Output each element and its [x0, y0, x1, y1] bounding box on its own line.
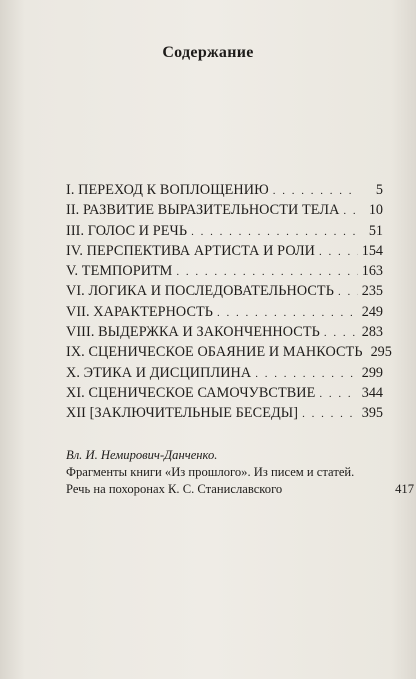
- toc-entry[interactable]: [66, 405, 383, 425]
- appendix-entry[interactable]: [66, 447, 414, 498]
- dot-leader: [273, 185, 359, 197]
- toc-entry-page: 10: [368, 202, 383, 219]
- dot-leader: [319, 246, 358, 258]
- toc-entry[interactable]: [66, 182, 383, 202]
- toc-entry-title: XI. СЦЕНИЧЕСКОЕ САМОЧУВСТВИЕ: [66, 384, 316, 401]
- dot-leader: [217, 307, 358, 319]
- toc-entry[interactable]: [66, 202, 383, 222]
- toc-entry-page: 299: [361, 364, 383, 381]
- dot-leader: [338, 286, 358, 298]
- toc-entry-title: III. ГОЛОС И РЕЧЬ: [66, 222, 188, 239]
- toc-entry-page: 395: [361, 405, 383, 422]
- appendix-page: 417: [395, 482, 414, 496]
- toc-entry[interactable]: [66, 365, 383, 385]
- toc-entry-title: V. ТЕМПОРИТМ: [66, 263, 173, 280]
- dot-leader: [302, 408, 358, 420]
- dot-leader: [324, 327, 358, 339]
- toc-entry-title: VII. ХАРАКТЕРНОСТЬ: [66, 303, 214, 320]
- toc-entry-title: II. РАЗВИТИЕ ВЫРАЗИТЕЛЬНОСТИ ТЕЛА: [66, 202, 340, 219]
- toc-entry-page: 295: [370, 344, 392, 361]
- table-of-contents: [66, 182, 392, 426]
- toc-entry-page: 154: [361, 242, 383, 259]
- toc-entry[interactable]: [66, 344, 392, 364]
- toc-entry[interactable]: [66, 385, 383, 405]
- toc-entry-title: XII [ЗАКЛЮЧИТЕЛЬНЫЕ БЕСЕДЫ]: [66, 405, 299, 422]
- appendix-last-row: [66, 481, 414, 498]
- toc-entry-page: 5: [375, 182, 383, 198]
- toc-entry[interactable]: [66, 324, 383, 344]
- toc-entry[interactable]: [66, 283, 383, 303]
- toc-entry-title: IV. ПЕРСПЕКТИВА АРТИСТА И РОЛИ: [66, 242, 316, 259]
- toc-entry-title: VI. ЛОГИКА И ПОСЛЕДОВАТЕЛЬНОСТЬ: [66, 283, 334, 300]
- toc-entry-page: 283: [361, 324, 383, 341]
- toc-entry[interactable]: [66, 304, 383, 324]
- appendix-line: Речь на похоронах К. С. Станиславского: [66, 482, 283, 496]
- toc-entry-title: X. ЭТИКА И ДИСЦИПЛИНА: [66, 364, 252, 381]
- toc-entry-page: 235: [361, 283, 383, 300]
- dot-leader: [319, 388, 357, 400]
- toc-entry[interactable]: [66, 263, 383, 283]
- toc-entry-page: 163: [361, 263, 383, 280]
- dot-leader: [255, 368, 357, 380]
- appendix-author: Вл. И. Немирович-Данченко.: [66, 448, 218, 462]
- toc-entry-page: 344: [361, 384, 383, 401]
- toc-entry-title: VIII. ВЫДЕРЖКА И ЗАКОНЧЕННОСТЬ: [66, 324, 320, 341]
- toc-entry[interactable]: [66, 223, 383, 243]
- dot-leader: [176, 266, 357, 278]
- toc-entry-page: 51: [368, 222, 383, 239]
- page-title: Содержание: [162, 44, 254, 61]
- toc-entry[interactable]: [66, 243, 383, 263]
- toc-entry-title: IX. СЦЕНИЧЕСКОЕ ОБАЯНИЕ И МАНКОСТЬ: [66, 344, 363, 361]
- toc-entry-page: 249: [361, 303, 383, 320]
- appendix-line: Фрагменты книги «Из прошлого». Из писем и статей.: [66, 465, 355, 479]
- dot-leader: [191, 226, 359, 238]
- dot-leader: [343, 205, 359, 217]
- toc-entry-title: I. ПЕРЕХОД К ВОПЛОЩЕНИЮ: [66, 182, 269, 198]
